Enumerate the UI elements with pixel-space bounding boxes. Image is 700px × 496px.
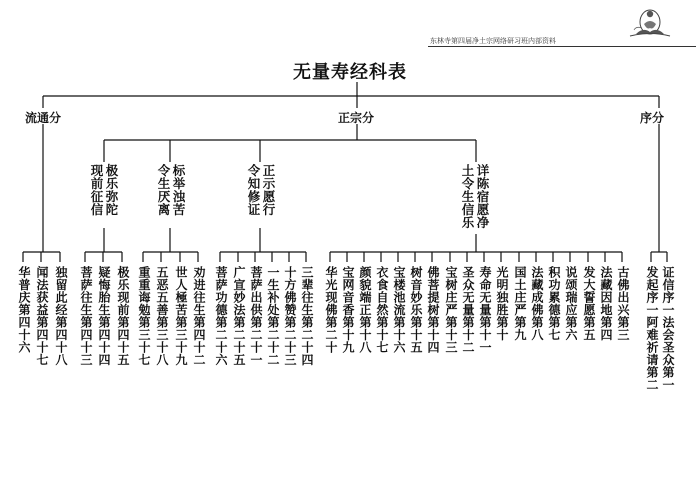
chapter-label: 说颂瑞应第六 — [564, 266, 578, 341]
header-org-text: 东林寺第四届净土宗网络研习班内部资料 — [430, 37, 556, 45]
chapter-label: 佛菩提树第十四 — [426, 266, 440, 354]
chapter-label: 寿命无量第十一 — [478, 266, 492, 354]
chapter-label: 十方佛赞第二十三 — [283, 266, 297, 366]
chapter-label: 极乐现前第四十五 — [116, 266, 130, 366]
chapter-label: 宝楼池流第十六 — [392, 266, 406, 354]
chapter-label: 积功累德第七 — [547, 266, 561, 341]
chapter-label: 树音妙乐第十五 — [409, 266, 423, 354]
chapter-label: 证信序一法会圣众第一 — [661, 266, 675, 391]
group-label: 令生厌离 — [156, 164, 171, 216]
chapter-label: 疑悔胎生第四十四 — [97, 266, 111, 366]
chapter-label: 发起序一阿难祈请第二 — [645, 266, 659, 391]
group-label: 极乐弥陀 — [104, 164, 119, 216]
chapter-label: 法藏成佛第八 — [530, 266, 544, 341]
page-title: 无量寿经科表 — [293, 62, 407, 83]
chapter-label: 重重诲勉第三十七 — [137, 266, 151, 366]
chapter-label: 菩萨功德第二十六 — [214, 266, 228, 366]
section-liutong: 流通分 — [25, 111, 62, 125]
chapter-label: 菩萨往生第四十三 — [79, 266, 93, 366]
chapter-label: 五恶五善第三十八 — [155, 266, 169, 366]
group-label: 标举浊苦 — [171, 164, 186, 216]
chapter-label: 圣众无量第十二 — [461, 266, 475, 354]
chapter-label: 世人極苦第三十九 — [174, 266, 188, 366]
group-label: 正示愿行 — [261, 164, 276, 216]
chapter-label: 古佛出兴第三 — [616, 266, 630, 341]
buddha-lotus-logo-icon — [606, 2, 674, 38]
chapter-label: 广宣妙法第二十五 — [232, 266, 246, 366]
chapter-label: 衣食自然第十七 — [375, 266, 389, 354]
header-divider — [428, 46, 696, 47]
group-label: 详陈宿愿净 — [475, 164, 490, 229]
chapter-label: 华光现佛第二十 — [324, 266, 338, 354]
chapter-label: 颜貌端正第十八 — [358, 266, 372, 354]
chapter-label: 发大誓愿第五 — [582, 266, 596, 341]
section-zhengzong: 正宗分 — [338, 111, 375, 125]
chapter-label: 劝进往生第四十二 — [192, 266, 206, 366]
chapter-label: 闻法获益第四十七 — [35, 266, 49, 366]
chapter-label: 一生补处第二十二 — [266, 266, 280, 366]
chapter-label: 独留此经第四十八 — [54, 266, 68, 366]
chapter-label: 华普庆第四十六 — [17, 266, 31, 354]
chapter-label: 国土庄严第九 — [513, 266, 527, 341]
group-label: 现前征信 — [89, 164, 104, 216]
chapter-label: 法藏因地第四 — [599, 266, 613, 341]
chapter-label: 光明独胜第十 — [495, 266, 509, 341]
group-label: 令知修证 — [246, 164, 261, 216]
chapter-label: 宝树庄严第十三 — [444, 266, 458, 354]
chapter-label: 三辈往生第二十四 — [300, 266, 314, 366]
section-xu: 序分 — [640, 111, 665, 125]
chapter-label: 菩萨出供第二十一 — [249, 266, 263, 366]
chapter-label: 宝网音香第十九 — [341, 266, 355, 354]
group-label: 土令生信乐 — [460, 164, 475, 229]
